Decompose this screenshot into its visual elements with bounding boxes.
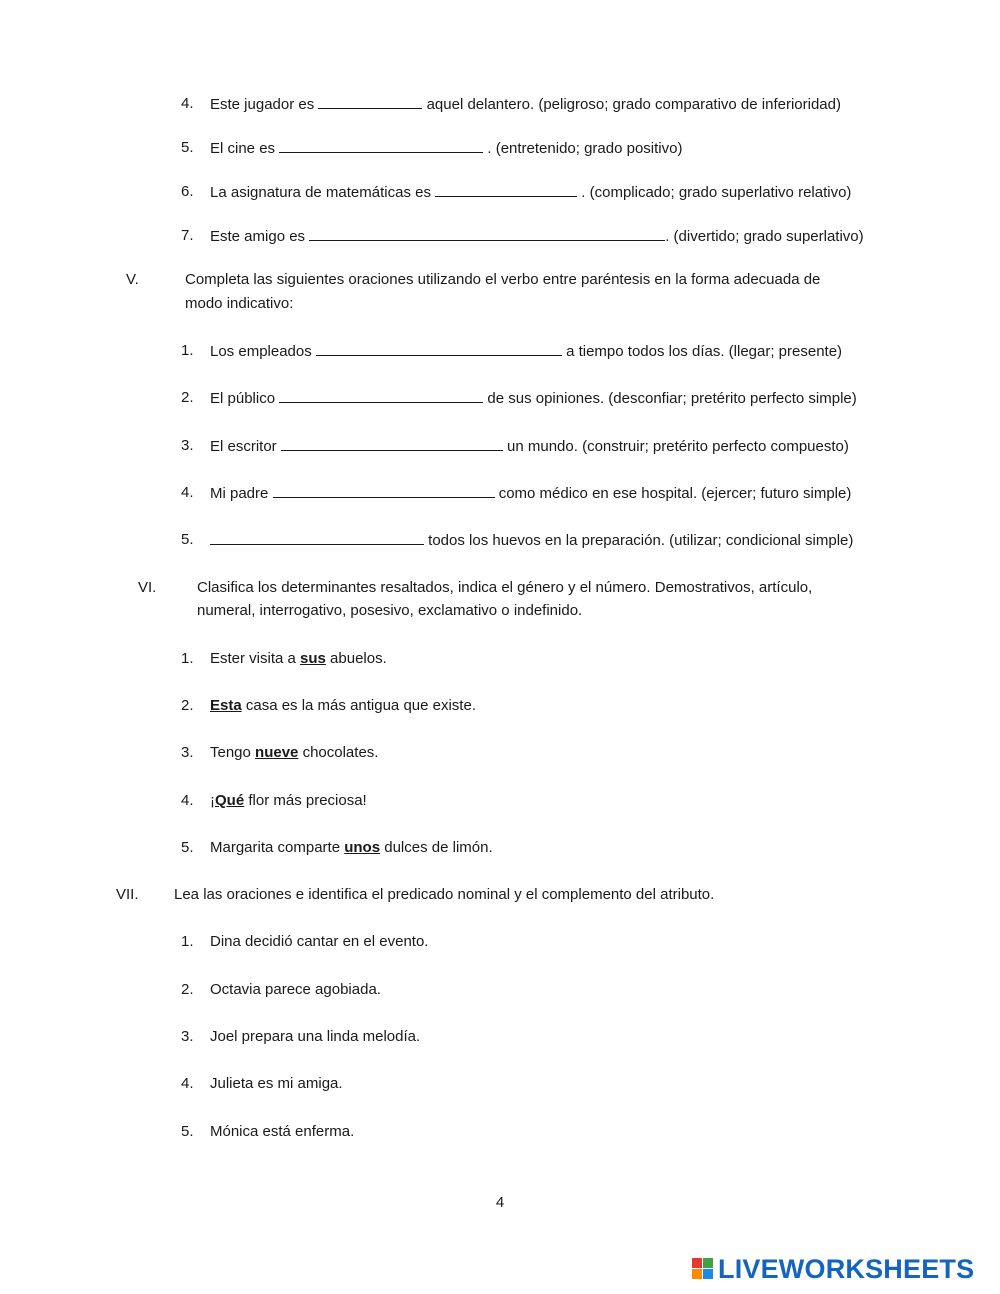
section-v-instruction: Completa las siguientes oraciones utilizando el verbo entre paréntesis en la forma adecuada de — [185, 271, 821, 288]
section-vi-instruction: Clasifica los determinantes resaltados, indica el género y el número. Demostrativos, artículo, — [197, 579, 813, 596]
answer-blank[interactable] — [273, 483, 495, 498]
answer-blank[interactable] — [316, 341, 562, 356]
section-vi-numeral: VI. — [138, 579, 157, 596]
liveworksheets-wordmark: LIVEWORKSHEETS — [718, 1253, 975, 1284]
section-v-instruction-cont: modo indicativo: — [185, 295, 294, 312]
answer-blank[interactable] — [210, 530, 424, 545]
answer-blank[interactable] — [435, 182, 577, 197]
page-number: 4 — [495, 1194, 505, 1211]
liveworksheets-logo[interactable] — [692, 1255, 974, 1283]
section-vii-numeral: VII. — [116, 886, 139, 903]
section-vi-instruction-cont: numeral, interrogativo, posesivo, exclamativo o indefinido. — [197, 602, 583, 619]
answer-blank[interactable] — [279, 388, 483, 403]
section-v-numeral: V. — [126, 271, 139, 288]
highlighted-determinant: unos — [344, 839, 381, 856]
highlighted-determinant: Esta — [210, 697, 242, 714]
liveworksheets-logo-icon — [692, 1258, 714, 1280]
answer-blank[interactable] — [318, 94, 422, 109]
answer-blank[interactable] — [309, 226, 665, 241]
section-vii-instruction: Lea las oraciones e identifica el predicado nominal y el complemento del atributo. — [174, 886, 715, 903]
answer-blank[interactable] — [281, 436, 503, 451]
answer-blank[interactable] — [279, 138, 483, 153]
highlighted-determinant: Qué — [215, 792, 245, 809]
highlighted-determinant: nueve — [255, 744, 299, 761]
highlighted-determinant: sus — [300, 650, 326, 667]
